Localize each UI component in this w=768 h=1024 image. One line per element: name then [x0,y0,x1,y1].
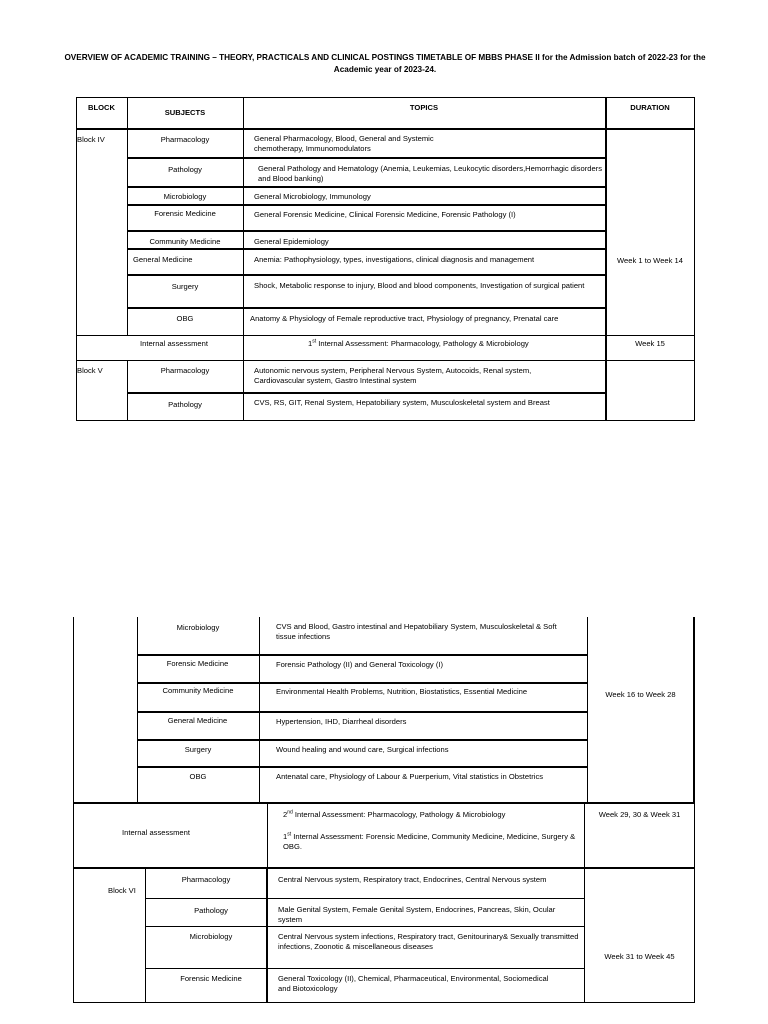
subject-cell: Surgery [184,745,212,754]
subject-cell: General Medicine [133,255,193,264]
subject-cell: OBG [176,314,194,323]
topic-cell: General Pharmacology, Blood, General and Systemic chemotherapy, Immunomodulators [254,134,434,153]
page-title: OVERVIEW OF ACADEMIC TRAINING – THEORY, PRACTICALS AND CLINICAL POSTINGS TIMETABLE OF MBBS PHASE II for the Admission batch of 2022-23 for the Academic year of 2023-24. [64,53,706,74]
header-topics: TOPICS [409,103,439,112]
header-block: BLOCK [88,103,115,112]
topic-cell: General Pathology and Hematology (Anemia, Leukemias, Leukocytic disorders,Hemorrhagic disorders and Blood banking) [258,164,602,183]
duration-cell: Week 29, 30 & Week 31 [598,810,681,819]
topic-cell: Environmental Health Problems, Nutrition, Biostatistics, Essential Medicine [276,687,528,696]
subject-cell: Microbiology [189,932,233,941]
topic-cell: General Toxicology (II), Chemical, Pharmaceutical, Environmental, Sociomedical and Biotoxicology [278,974,549,993]
duration-cell: Week 31 to Week 45 [604,952,675,961]
topic-cell: Central Nervous system, Respiratory tract, Endocrines, Central Nervous system [278,875,547,884]
topic-cell: Central Nervous system infections, Respiratory tract, Genitourinary& Sexually transmitted infections, Zoonotic & miscellaneous diseases [278,932,579,951]
topic-cell: General Forensic Medicine, Clinical Forensic Medicine, Forensic Pathology (I) [254,210,516,219]
subject-cell: Pathology [168,165,202,174]
subject-cell: Pathology [194,906,228,915]
duration-cell: Week 16 to Week 28 [605,690,676,699]
ia-topic: 1st Internal Assessment: Pharmacology, Pathology & Microbiology [308,338,529,348]
block-v-label: Block V [77,366,103,375]
subject-cell: Pharmacology [160,366,210,375]
header-duration: DURATION [630,103,670,112]
topic-cell: Antenatal care, Physiology of Labour & Puerperium, Vital statistics in Obstetrics [276,772,544,781]
topic-cell: Autonomic nervous system, Peripheral Nervous System, Autocoids, Renal system, Cardiovascular system, Gastro Intestinal system [254,366,532,385]
topic-cell: Forensic Pathology (II) and General Toxicology (I) [276,660,443,669]
ia-label: Internal assessment [140,339,208,348]
duration-cell: Week 1 to Week 14 [617,256,683,265]
topic-cell: Anatomy & Physiology of Female reproductive tract, Physiology of pregnancy, Prenatal care [250,314,559,323]
subject-cell: Microbiology [163,192,207,201]
topic-cell: Shock, Metabolic response to injury, Blood and blood components, Investigation of surgical patient [254,281,585,290]
ia-topic-line-1: 2nd Internal Assessment: Pharmacology, Pathology & Microbiology [283,809,506,819]
subject-cell: Surgery [171,282,199,291]
subject-cell: Forensic Medicine [180,974,242,983]
block-vi-label: Block VI [108,886,136,895]
duration-cell: Week 15 [635,339,665,348]
subject-cell: Community Medicine [149,237,221,246]
topic-cell: General Epidemiology [254,237,329,246]
subject-cell: General Medicine [167,716,228,725]
topic-cell: General Microbiology, Immunology [254,192,371,201]
topic-cell: Male Genital System, Female Genital System, Endocrines, Pancreas, Skin, Ocular system [278,905,556,924]
ia-label: Internal assessment [122,828,190,837]
subject-cell: Community Medicine [162,686,234,695]
header-subjects: SUBJECTS [164,108,206,117]
topic-cell: Anemia: Pathophysiology, types, investigations, clinical diagnosis and management [254,255,535,264]
ia-topic-line-2: 1st Internal Assessment: Forensic Medicine, Community Medicine, Medicine, Surgery & OBG. [283,831,576,851]
block-iv-label: Block IV [77,135,105,144]
topic-cell: CVS and Blood, Gastro intestinal and Hepatobiliary System, Musculoskeletal & Soft tissue infections [276,622,557,641]
topic-cell: Wound healing and wound care, Surgical infections [276,745,449,754]
subject-cell: Forensic Medicine [166,659,229,668]
topic-cell: Hypertension, IHD, Diarrheal disorders [276,717,407,726]
subject-cell: Microbiology [176,623,220,632]
subject-cell: Pharmacology [181,875,231,884]
topic-cell: CVS, RS, GIT, Renal System, Hepatobiliary system, Musculoskeletal system and Breast [254,398,550,407]
subject-cell: Forensic Medicine [154,209,216,218]
subject-cell: Pathology [168,400,202,409]
subject-cell: OBG [189,772,207,781]
subject-cell: Pharmacology [160,135,210,144]
